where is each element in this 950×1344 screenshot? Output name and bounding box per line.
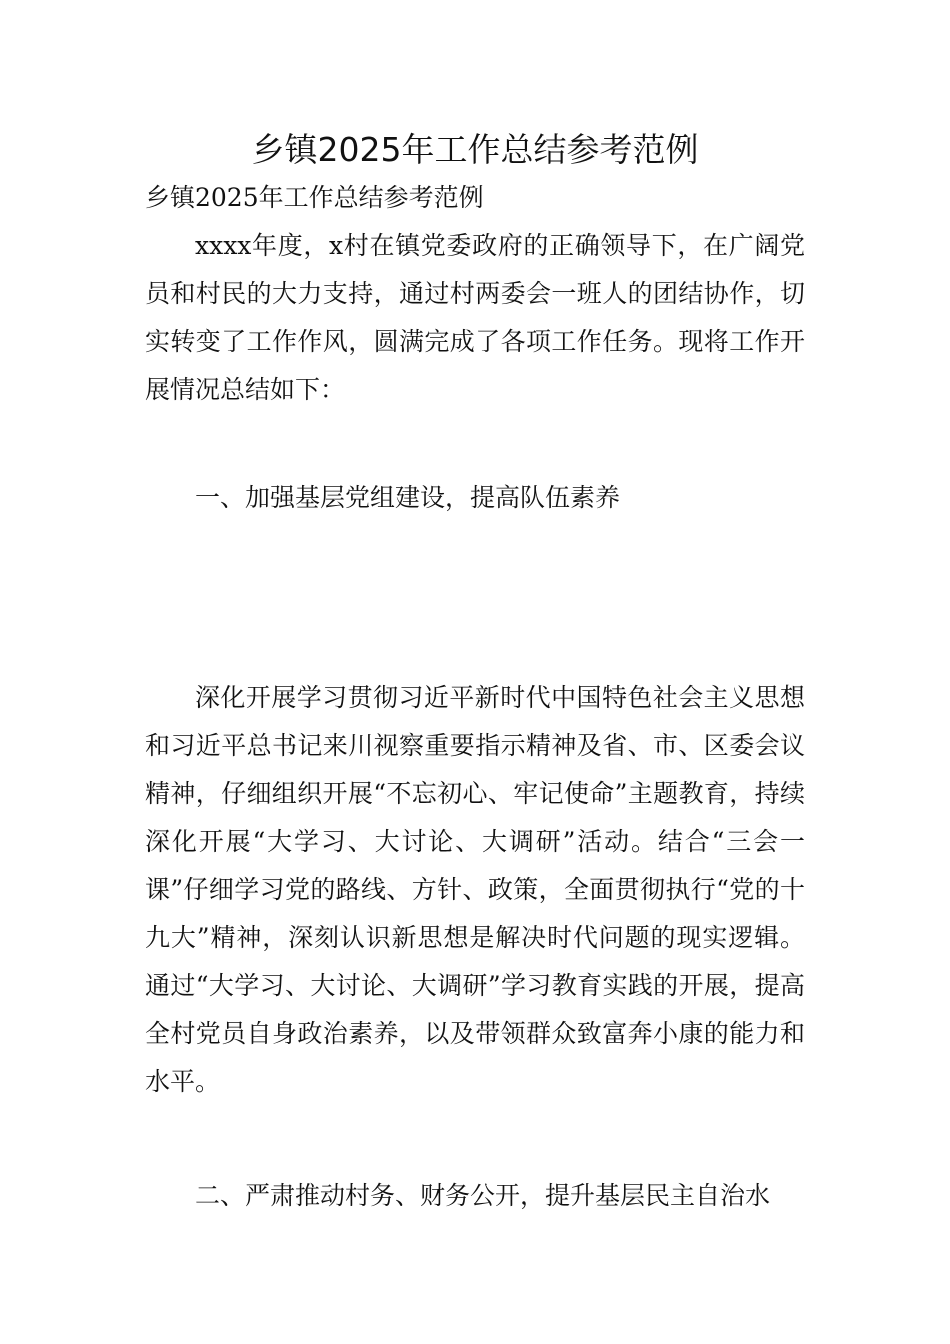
section-heading-1: 一、加强基层党组建设，提高队伍素养: [195, 483, 621, 512]
document-title: 乡镇2025年工作总结参考范例: [251, 130, 699, 169]
document-subtitle: 乡镇2025年工作总结参考范例: [145, 183, 484, 212]
section-1-paragraph: 深化开展学习贯彻习近平新时代中国特色社会主义思想和习近平总书记来川视察重要指示精神及省、市、区委会议精神，仔细组织开展“不忘初心、牢记使命”主题教育，持续深化开展“大学习、大讨论、大调研”活动。结合“三会一课”仔细学习党的路线、方针、政策，全面贯彻执行“党的十九大”精神，深刻认识新思想是解决时代问题的现实逻辑。通过“大学习、大讨论、大调研”学习教育实践的开展，提高全村党员自身政治素养，以及带领群众致富奔小康的能力和水平。: [145, 683, 805, 1096]
section-heading-2: 二、严肃推动村务、财务公开，提升基层民主自治水: [195, 1181, 771, 1210]
intro-paragraph: xxxx年度，x村在镇党委政府的正确领导下，在广阔党员和村民的大力支持，通过村两委会一班人的团结协作，切实转变了工作作风，圆满完成了各项工作任务。现将工作开展情况总结如下：: [145, 231, 805, 404]
